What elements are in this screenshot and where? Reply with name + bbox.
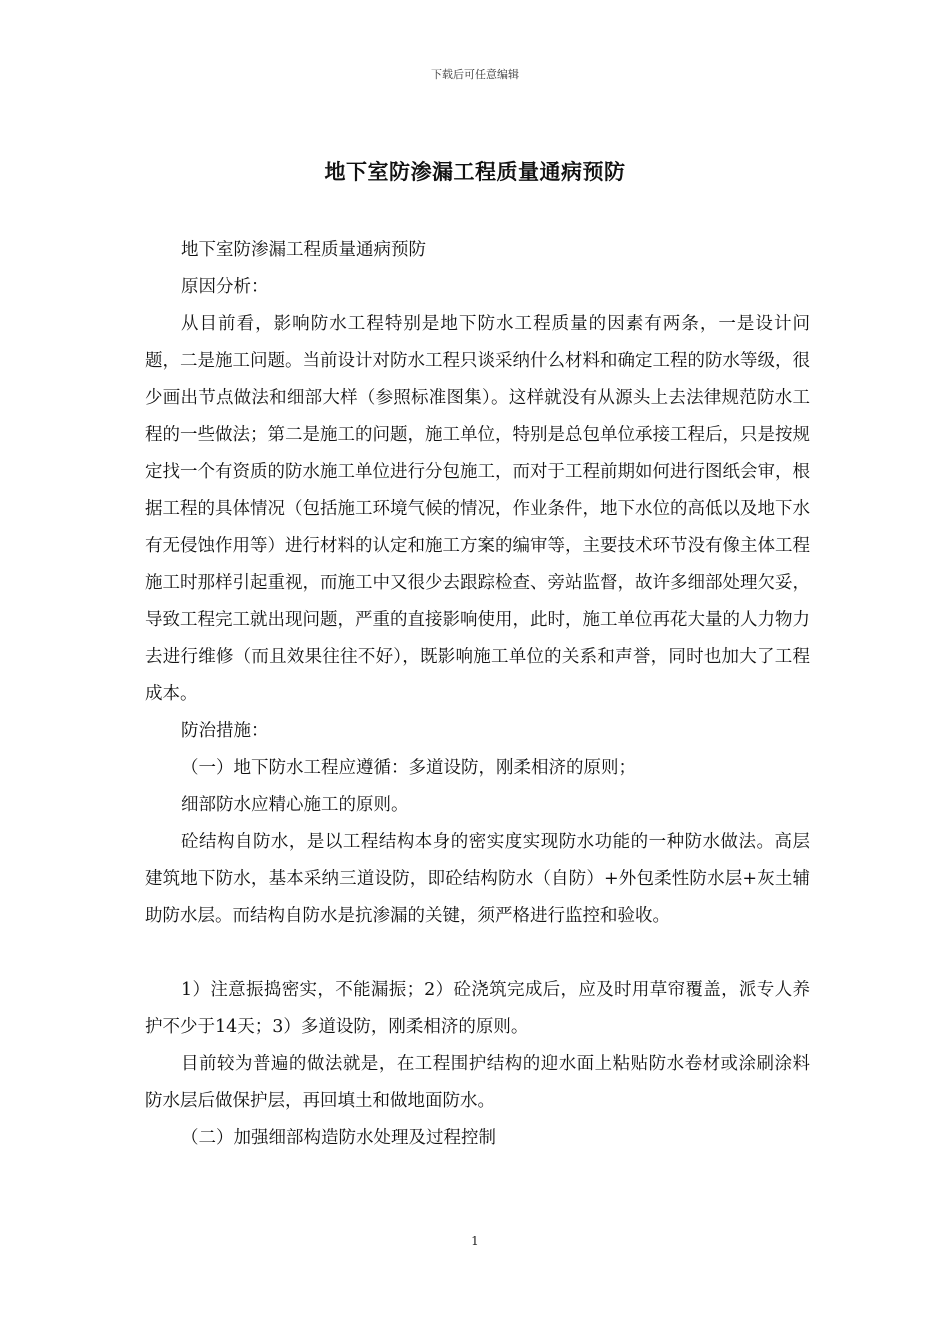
construction-points-paragraph: 1）注意振捣密实，不能漏振；2）砼浇筑完成后，应及时用草帘覆盖，派专人养护不少于14天；3）多道设防，刚柔相济的原则。 [145, 980, 810, 1037]
section-two-heading: （二）加强细部构造防水处理及过程控制 [181, 1128, 496, 1148]
section-one-heading: （一）地下防水工程应遵循：多道设防，刚柔相济的原则； [181, 758, 636, 778]
cause-analysis-heading: 原因分析： [181, 277, 269, 297]
document-body [145, 232, 810, 1157]
cause-analysis-paragraph: 从目前看，影响防水工程特别是地下防水工程质量的因素有两条，一是设计问题，二是施工问题。当前设计对防水工程只谈采纳什么材料和确定工程的防水等级，很少画出节点做法和细部大样（参照标准图集）。这样就没有从源头上去法律规范防水工程的一些做法；第二是施工的问题，施工单位，特别是总包单位承接工程后，只是按规定找一个有资质的防水施工单位进行分包施工，而对于工程前期如何进行图纸会审，根据工程的具体情况（包括施工环境气候的情况，作业条件，地下水位的高低以及地下水有无侵蚀作用等）进行材料的认定和施工方案的编审等，主要技术环节没有像主体工程施工时那样引起重视，而施工中又很少去跟踪检查、旁站监督，故许多细部处理欠妥，导致工程完工就出现问题，严重的直接影响使用，此时，施工单位再花大量的人力物力去进行维修（而且效果往往不好），既影响施工单位的关系和声誉，同时也加大了工程成本。 [145, 314, 810, 704]
self-waterproof-paragraph: 砼结构自防水，是以工程结构本身的密实度实现防水功能的一种防水做法。高层建筑地下防水，基本采纳三道设防，即砼结构防水（自防）+外包柔性防水层+灰土辅助防水层。而结构自防水是抗渗漏的关键，须严格进行监控和验收。 [145, 832, 810, 926]
paragraph-spacer [145, 935, 810, 972]
page-number: 1 [471, 1234, 479, 1248]
document-title: 地下室防渗漏工程质量通病预防 [324, 160, 626, 184]
subtitle-paragraph: 地下室防渗漏工程质量通病预防 [181, 240, 426, 260]
prevention-measures-heading: 防治措施： [181, 721, 269, 741]
detail-principle-paragraph: 细部防水应精心施工的原则。 [181, 795, 409, 815]
page-header-note: 下载后可任意编辑 [431, 68, 519, 81]
common-practice-paragraph: 目前较为普遍的做法就是，在工程围护结构的迎水面上粘贴防水卷材或涂刷涂料防水层后做保护层，再回填土和做地面防水。 [145, 1054, 810, 1111]
